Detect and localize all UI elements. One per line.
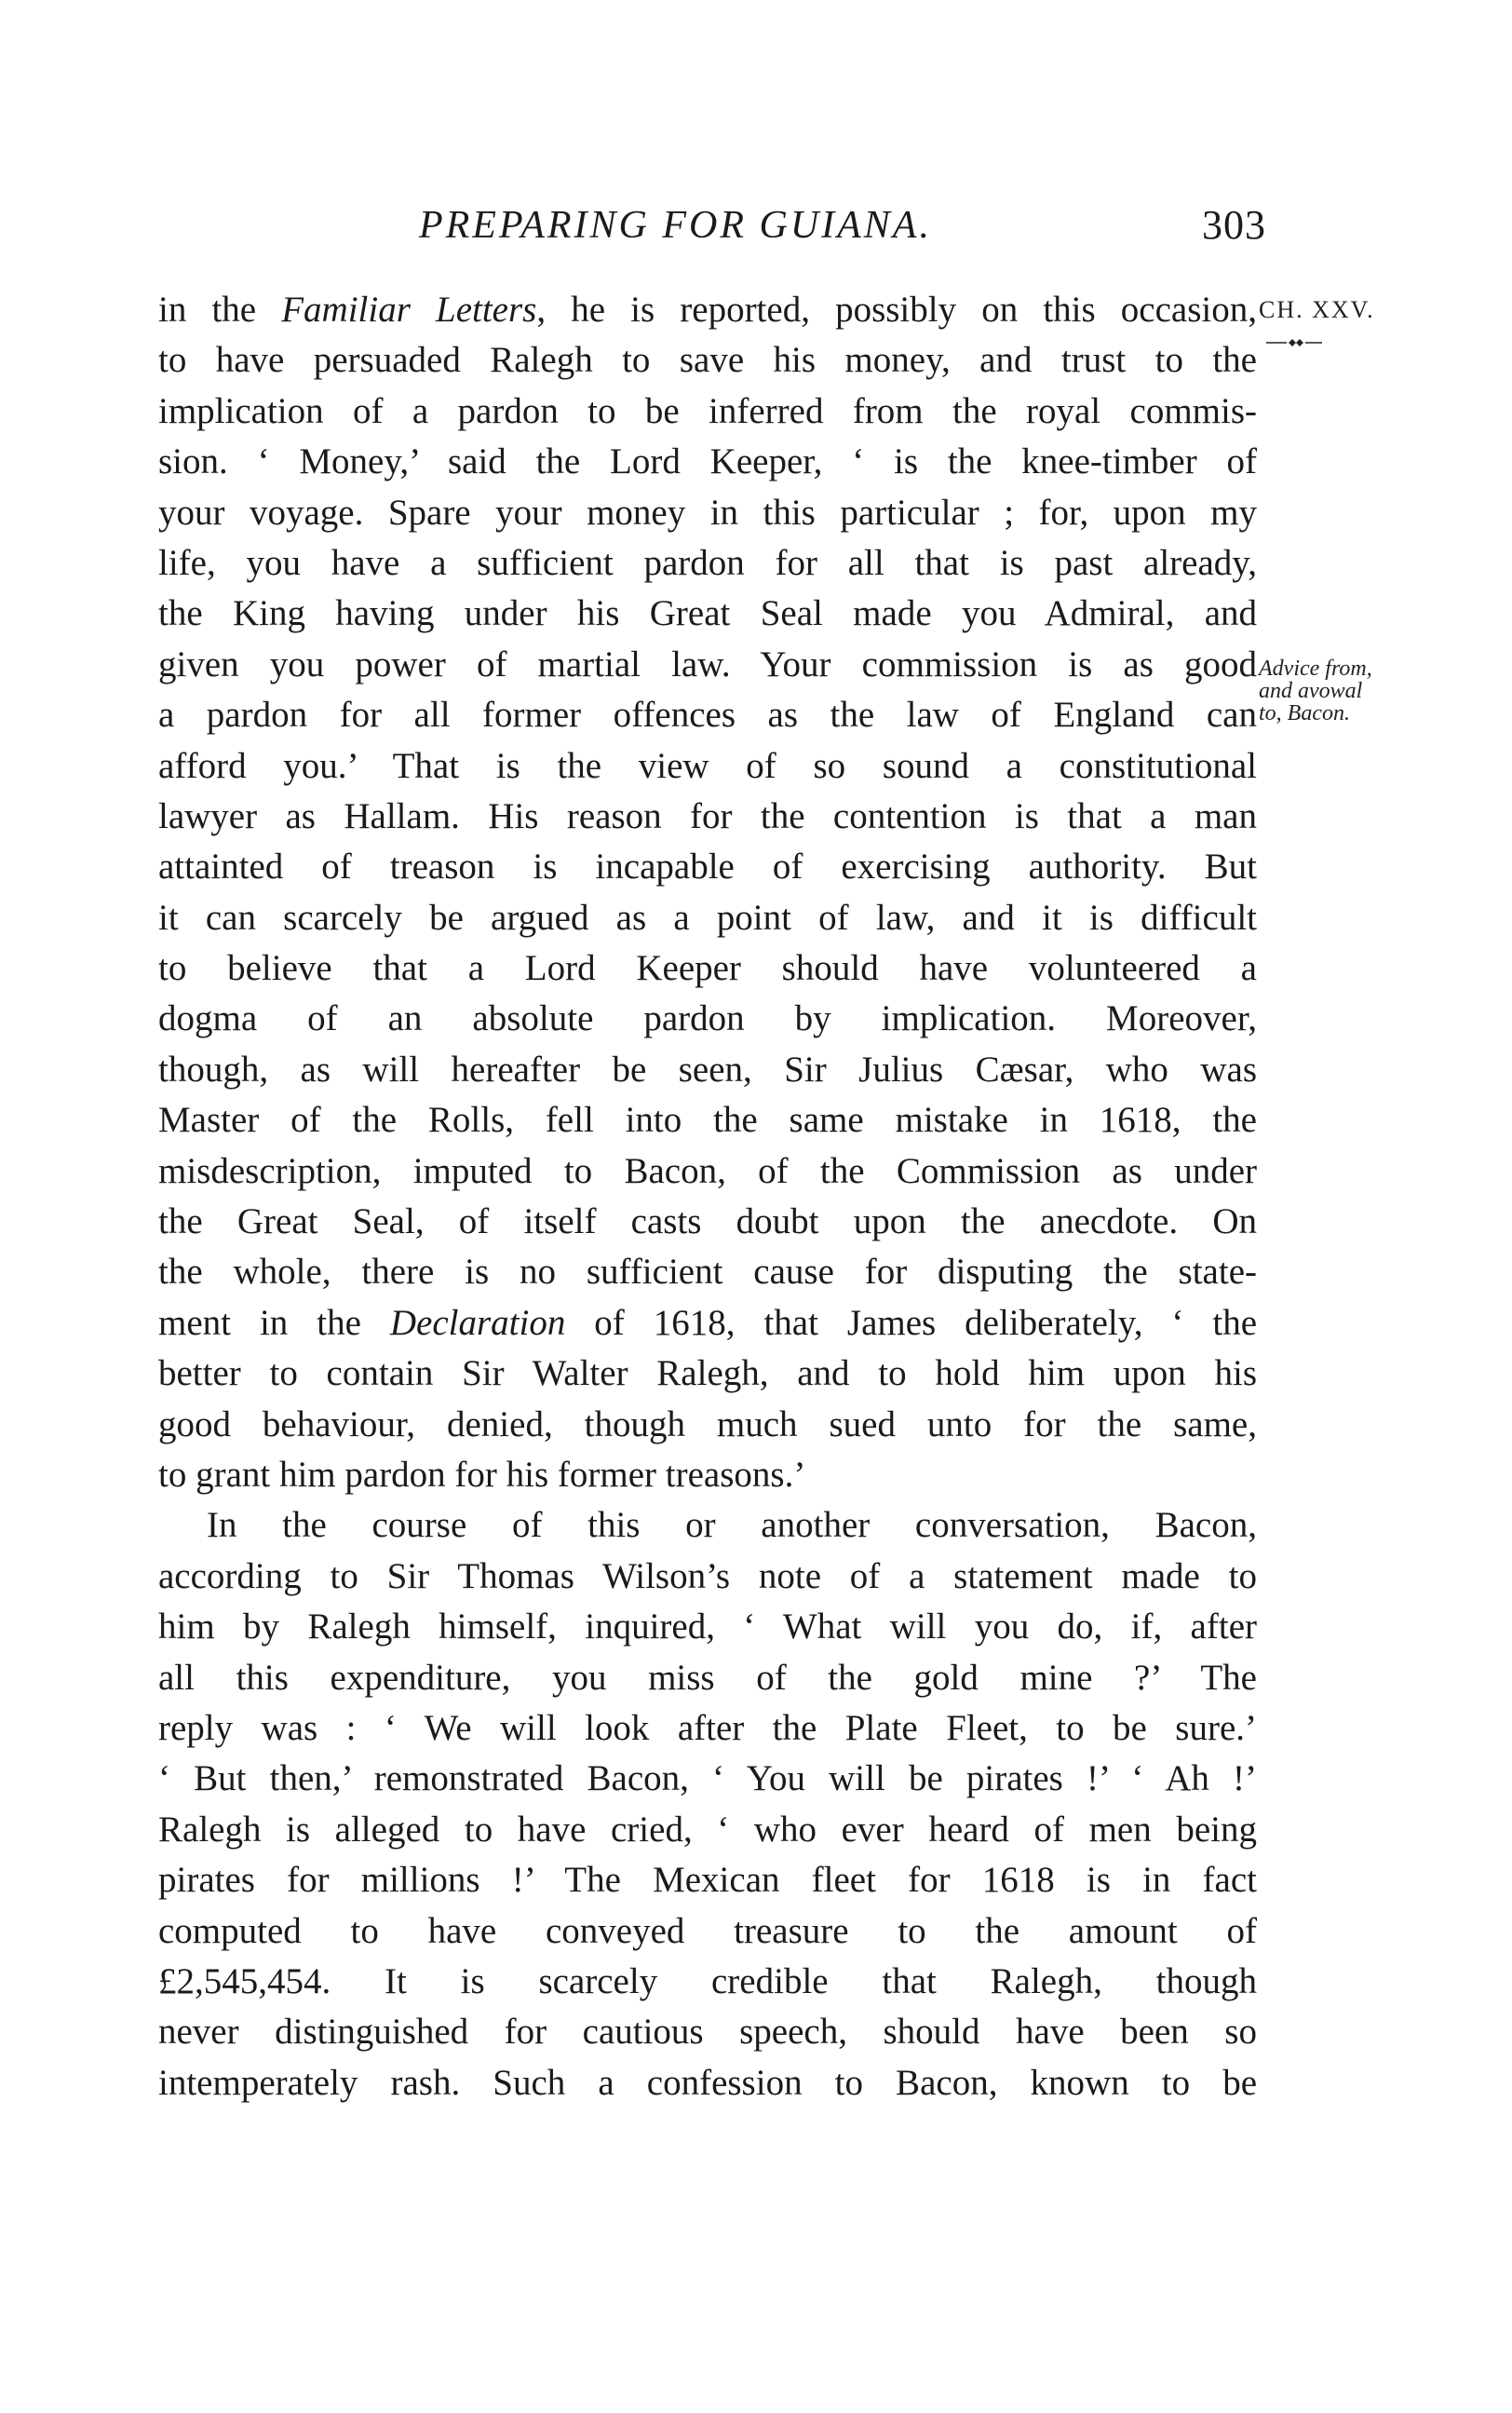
ornament-rule-icon	[1264, 337, 1324, 348]
text-line	[158, 1500, 1257, 1551]
text-line	[158, 285, 1257, 335]
text-segment: attainted of treason is incapable of exercising authority. But	[158, 847, 1257, 888]
text-line	[158, 741, 1257, 792]
text-line	[158, 589, 1257, 639]
text-line	[158, 1400, 1257, 1450]
italic-title: Familiar Letters	[281, 290, 537, 330]
text-line	[158, 842, 1257, 892]
text-segment: sion. ‘ Money,’ said the Lord Keeper, ‘ is the knee-timber of	[158, 441, 1257, 482]
text-line	[158, 437, 1257, 487]
text-segment: of 1618, that James deliberately, ‘ the	[565, 1302, 1258, 1343]
text-line	[158, 893, 1257, 943]
page-number: 303	[1202, 202, 1266, 248]
text-segment: given you power of martial law. Your commission is as good	[158, 644, 1257, 685]
text-line	[158, 2058, 1257, 2108]
text-line	[158, 1805, 1257, 1855]
text-segment: the whole, there is no sufficient cause for disputing the state-	[158, 1252, 1257, 1293]
text-segment: to believe that a Lord Keeper should have volunteered a	[158, 948, 1257, 989]
text-segment: afford you.’ That is the view of so sound a constitutional	[158, 745, 1257, 786]
text-line	[158, 1552, 1257, 1602]
text-segment: it can scarcely be argued as a point of law, and it is difficult	[158, 897, 1257, 938]
text-line	[158, 943, 1257, 994]
text-line	[158, 386, 1257, 437]
text-segment: though, as will hereafter be seen, Sir Julius Cæsar, who was	[158, 1049, 1257, 1090]
text-segment: , he is reported, possibly on this occasion,	[536, 290, 1257, 330]
text-line	[158, 1045, 1257, 1095]
text-segment: ‘ But then,’ remonstrated Bacon, ‘ You will be pirates !’ ‘ Ah !’	[158, 1758, 1257, 1799]
running-head-title: PREPARING FOR GUIANA.	[419, 204, 932, 247]
text-line	[158, 335, 1257, 386]
text-line	[158, 1906, 1257, 1957]
text-segment: good behaviour, denied, though much sued unto for the same,	[158, 1403, 1257, 1444]
text-segment: to grant him pardon for his former treasons.’	[158, 1454, 806, 1495]
text-line	[158, 1146, 1257, 1197]
text-segment: to have persuaded Ralegh to save his money, and trust to the	[158, 340, 1257, 381]
text-line	[158, 690, 1257, 740]
text-line	[158, 792, 1257, 842]
text-segment: In the course of this or another conversation, Bacon,	[207, 1505, 1257, 1546]
text-line	[158, 1957, 1257, 2007]
text-segment: all this expenditure, you miss of the gold mine ?’ The	[158, 1657, 1257, 1698]
body-text	[158, 285, 1257, 2108]
text-segment: reply was : ‘ We will look after the Plate Fleet, to be sure.’	[158, 1707, 1257, 1748]
text-segment: Master of the Rolls, fell into the same mistake in 1618, the	[158, 1100, 1257, 1141]
text-line	[158, 1197, 1257, 1247]
text-line	[158, 1703, 1257, 1754]
text-line	[158, 538, 1257, 589]
text-segment: ment in the	[158, 1302, 390, 1343]
text-line	[158, 2007, 1257, 2057]
margin-note-line: to, Bacon.	[1259, 701, 1350, 725]
text-segment: computed to have conveyed treasure to the amount of	[158, 1910, 1257, 1951]
text-line	[158, 1095, 1257, 1145]
text-line	[158, 488, 1257, 538]
text-line	[158, 1247, 1257, 1297]
margin-note-line: and avowal	[1259, 679, 1363, 703]
text-segment: better to contain Sir Walter Ralegh, and to hold him upon his	[158, 1353, 1257, 1394]
italic-title: Declaration	[389, 1302, 566, 1343]
text-line	[158, 994, 1257, 1044]
text-segment: the Great Seal, of itself casts doubt upon the anecdote. On	[158, 1201, 1257, 1242]
text-segment: £2,545,454. It is scarcely credible that Ralegh, though	[158, 1960, 1257, 2001]
text-segment: him by Ralegh himself, inquired, ‘ What will you do, if, after	[158, 1606, 1257, 1647]
text-segment: your voyage. Spare your money in this particular ; for, upon my	[158, 492, 1257, 533]
text-line	[158, 1754, 1257, 1804]
text-segment: misdescription, imputed to Bacon, of the Commission as under	[158, 1150, 1257, 1191]
text-segment: implication of a pardon to be inferred from the royal commis-	[158, 390, 1257, 431]
text-line	[158, 1602, 1257, 1652]
text-segment: intemperately rash. Such a confession to Bacon, known to be	[158, 2062, 1257, 2103]
text-segment: the King having under his Great Seal made you Admiral, and	[158, 593, 1257, 634]
text-segment: never distinguished for cautious speech, should have been so	[158, 2012, 1257, 2053]
text-segment: dogma of an absolute pardon by implication. Moreover,	[158, 998, 1257, 1039]
margin-chapter-label: CH. XXV.	[1259, 296, 1375, 323]
text-line	[158, 640, 1257, 690]
text-segment: according to Sir Thomas Wilson’s note of a statement made to	[158, 1555, 1257, 1596]
text-segment: in the	[158, 290, 282, 330]
text-segment: a pardon for all former offences as the law of England can	[158, 695, 1257, 736]
text-line	[158, 1855, 1257, 1905]
text-line	[158, 1653, 1257, 1703]
margin-note-line: Advice from,	[1259, 657, 1372, 681]
text-line	[158, 1298, 1257, 1349]
text-segment: Ralegh is alleged to have cried, ‘ who ever heard of men being	[158, 1809, 1257, 1850]
text-line	[158, 1349, 1257, 1399]
text-segment: lawyer as Hallam. His reason for the contention is that a man	[158, 795, 1257, 836]
text-segment: life, you have a sufficient pardon for all that is past already,	[158, 542, 1257, 583]
text-segment: pirates for millions !’ The Mexican fleet for 1618 is in fact	[158, 1860, 1257, 1901]
text-line	[158, 1450, 1257, 1500]
running-head	[158, 203, 1266, 259]
margin-note	[1259, 657, 1408, 725]
